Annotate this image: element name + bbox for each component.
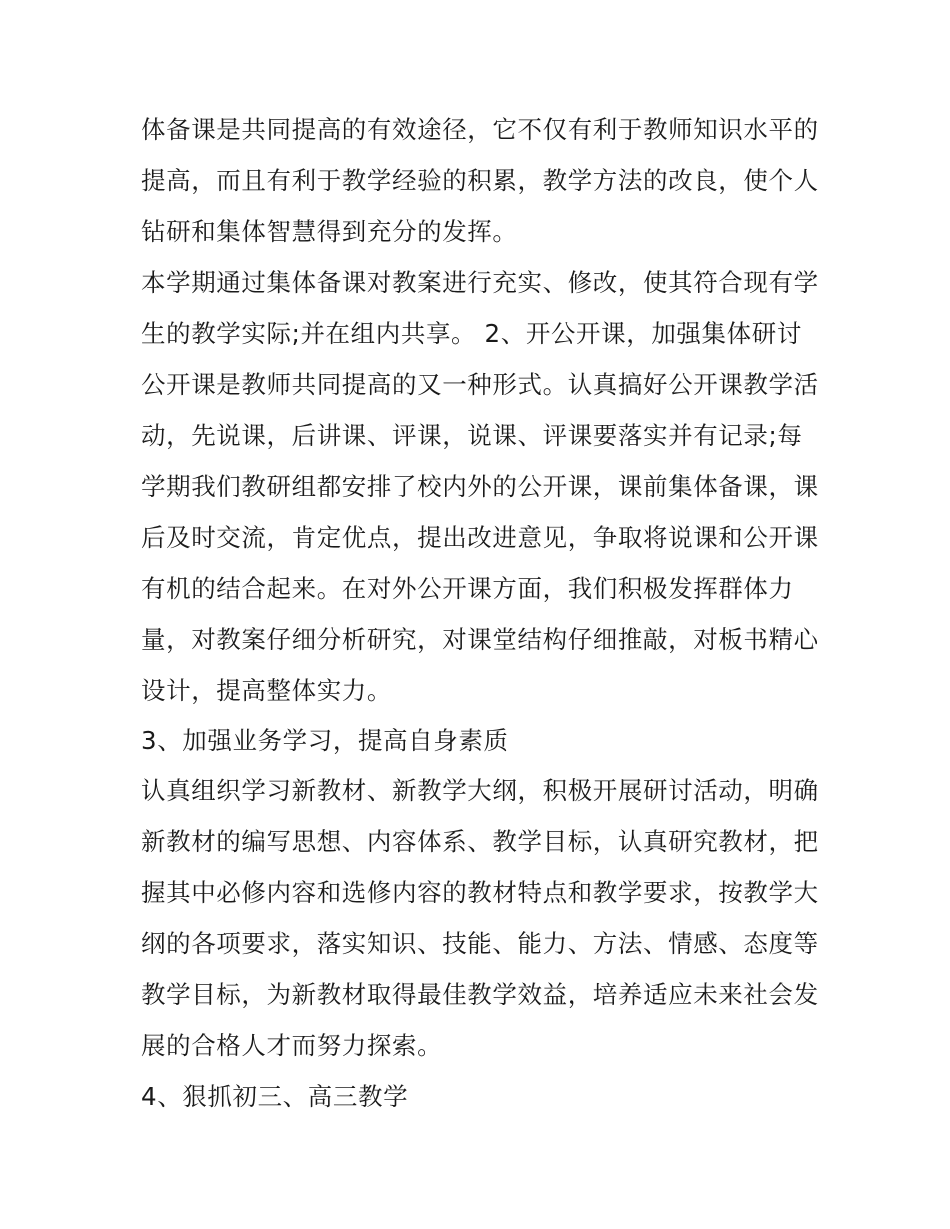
body-text [141, 104, 821, 1122]
text-line: 提高，而且有利于教学经验的积累，教学方法的改良，使个人 [141, 166, 819, 195]
text-line: 纲的各项要求，落实知识、技能、能力、方法、情感、态度等 [141, 929, 819, 958]
text-line: 新教材的编写思想、内容体系、教学目标，认真研究教材，把 [141, 827, 819, 856]
text-line: 本学期通过集体备课对教案进行充实、修改，使其符合现有学 [141, 268, 819, 297]
text-line: 设计，提高整体实力。 [141, 676, 392, 705]
text-line: 生的教学实际;并在组内共享。 2、开公开课，加强集体研讨 [141, 319, 802, 348]
section-heading: 4、狠抓初三、高三教学 [141, 1082, 409, 1111]
text-line: 学期我们教研组都安排了校内外的公开课，课前集体备课，课 [141, 472, 819, 501]
text-line: 有机的结合起来。在对外公开课方面，我们积极发挥群体力 [141, 574, 794, 603]
text-line: 量，对教案仔细分析研究，对课堂结构仔细推敲，对板书精心 [141, 625, 819, 654]
text-line: 后及时交流，肯定优点，提出改进意见，争取将说课和公开课 [141, 523, 819, 552]
text-line: 握其中必修内容和选修内容的教材特点和教学要求，按教学大 [141, 878, 819, 907]
text-line: 钻研和集体智慧得到充分的发挥。 [141, 217, 518, 246]
text-line: 公开课是教师共同提高的又一种形式。认真搞好公开课教学活 [141, 370, 819, 399]
text-line: 动，先说课，后讲课、评课，说课、评课要落实并有记录;每 [141, 421, 803, 450]
text-line: 认真组织学习新教材、新教学大纲，积极开展研讨活动，明确 [141, 776, 819, 805]
text-line: 体备课是共同提高的有效途径，它不仅有利于教师知识水平的 [141, 115, 819, 144]
text-line: 教学目标，为新教材取得最佳教学效益，培养适应未来社会发 [141, 980, 819, 1009]
section-heading: 3、加强业务学习，提高自身素质 [141, 726, 509, 755]
text-line: 展的合格人才而努力探索。 [141, 1031, 443, 1060]
